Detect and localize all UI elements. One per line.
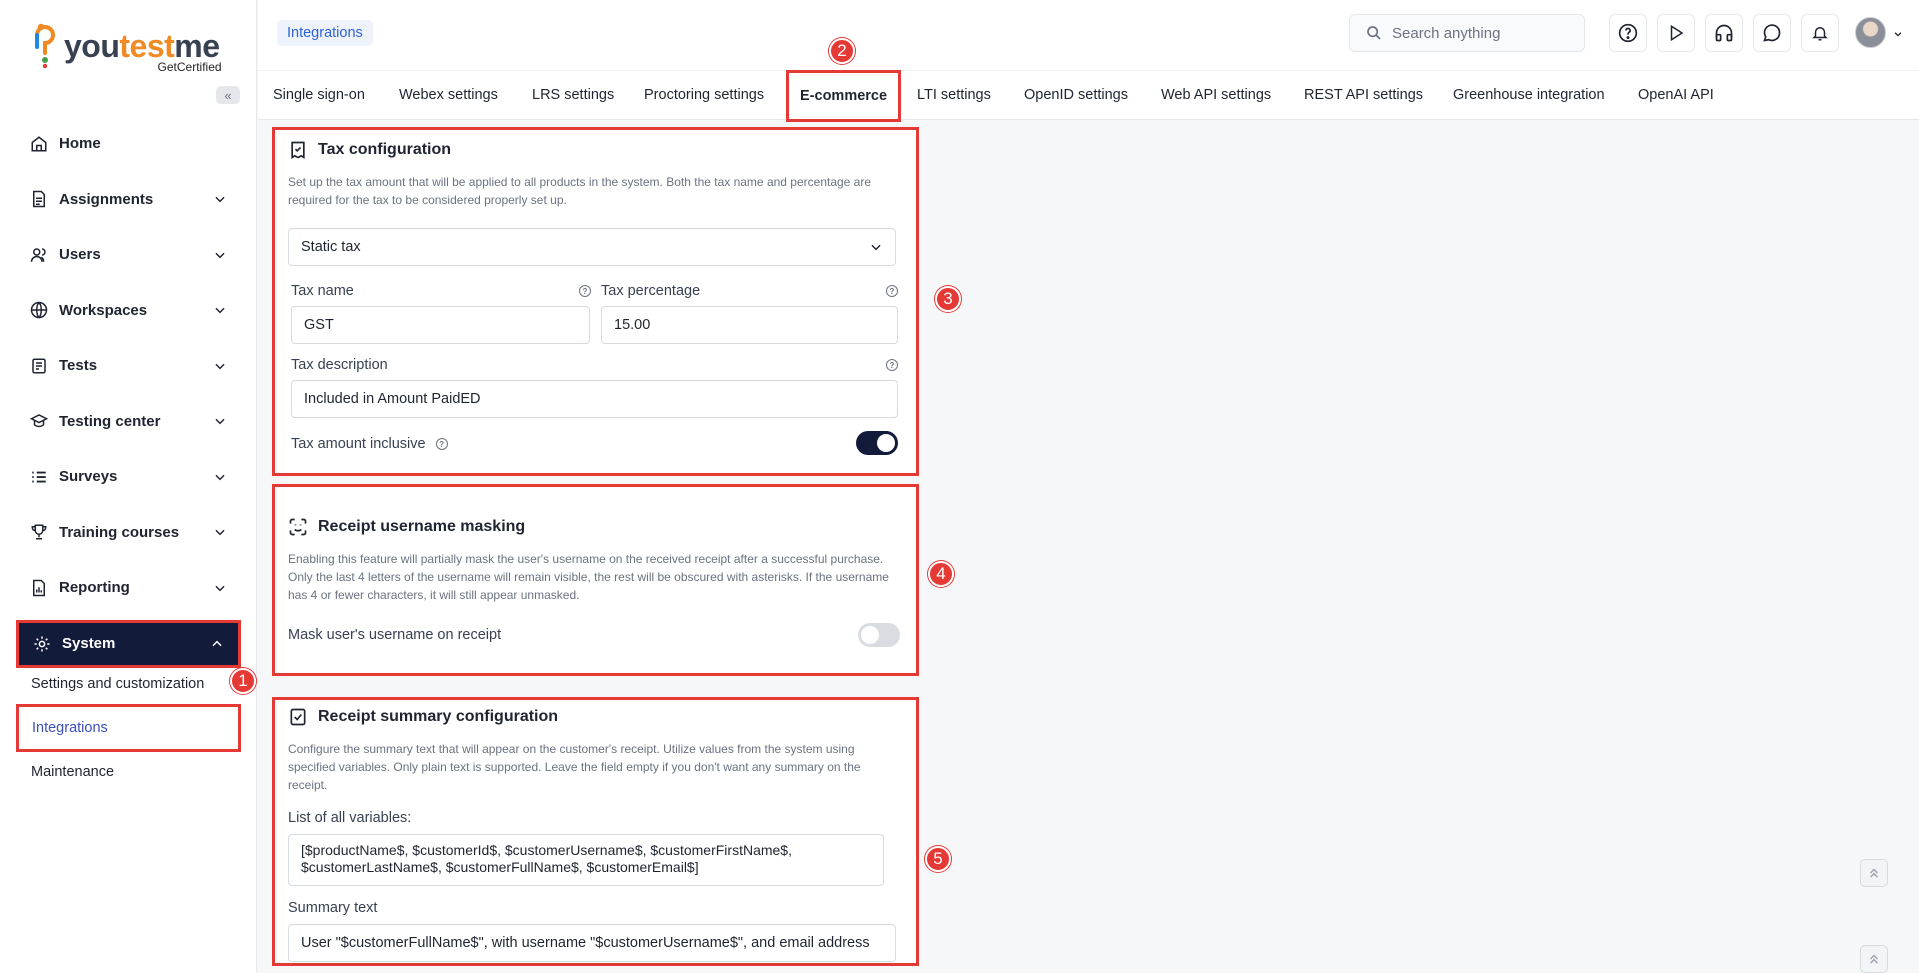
tax-configuration-description: Set up the tax amount that will be applied to all products in the system. Both the tax name and percentage are required for the tax to be considered properly set up. [288, 175, 872, 207]
face-scan-icon [288, 517, 308, 537]
brand-name-part1: you [64, 28, 120, 64]
system-submenu [16, 664, 241, 792]
logo-mark-icon [32, 22, 58, 70]
sidebar-item-label: Reporting [59, 579, 130, 597]
sidebar-item-label: Workspaces [59, 301, 148, 319]
sidebar-item-workspaces[interactable] [16, 283, 241, 339]
tax-configuration-title [288, 140, 903, 160]
chevron-down-icon [869, 240, 883, 254]
help-icon [1618, 23, 1638, 43]
sidebar-item-users[interactable] [16, 227, 241, 283]
tab-greenhouse-integration[interactable]: Greenhouse integration [1453, 87, 1605, 103]
sidebar-item-label: Surveys [59, 468, 118, 486]
mask-username-label: Mask user's username on receipt [288, 627, 502, 643]
integration-tabs [258, 70, 1919, 120]
checkbox-icon [288, 707, 308, 727]
sidebar-item-label: Training courses [59, 523, 180, 541]
sidebar-item-training-courses[interactable] [16, 505, 241, 561]
tax-type-select[interactable] [288, 228, 896, 266]
chevron-up-icon [210, 637, 224, 651]
sidebar-item-reporting[interactable] [16, 560, 241, 616]
breadcrumb[interactable]: Integrations [277, 20, 373, 46]
tax-configuration-card [272, 127, 919, 476]
chevron-down-icon [213, 248, 227, 262]
sidebar-item-label: System [62, 635, 116, 652]
sidebar [0, 0, 257, 973]
home-icon [29, 134, 49, 154]
graduation-cap-icon [29, 411, 49, 431]
card-title-text: Receipt summary configuration [318, 708, 559, 725]
tax-name-label-text: Tax name [291, 283, 354, 299]
tax-inclusive-toggle[interactable] [856, 431, 898, 455]
chevron-down-icon [213, 581, 227, 595]
submenu-integrations[interactable]: Integrations [16, 704, 241, 752]
trophy-icon [29, 522, 49, 542]
tab-lti-settings[interactable]: LTI settings [917, 87, 991, 103]
sidebar-item-tests[interactable] [16, 338, 241, 394]
messages-button[interactable] [1753, 14, 1791, 52]
tab-openai-api[interactable]: OpenAI API [1638, 87, 1714, 103]
tax-name-input[interactable]: GST [291, 306, 590, 344]
chevron-down-icon [213, 359, 227, 373]
summary-text-label: Summary text [288, 900, 378, 916]
sidebar-item-label: Users [59, 246, 101, 264]
tax-description-label-text: Tax description [291, 357, 388, 373]
help-button[interactable] [1609, 14, 1647, 52]
annotation-badge-1: 1 [230, 668, 256, 694]
play-icon [1667, 24, 1685, 42]
tab-webex-settings[interactable]: Webex settings [399, 87, 498, 103]
brand-name [64, 30, 220, 62]
support-button[interactable] [1705, 14, 1743, 52]
tax-description-label [291, 357, 898, 373]
receipt-summary-card [272, 697, 919, 966]
variables-list-box[interactable]: [$productName$, $customerId$, $customerUsername$, $customerFirstName$, $customerLastName$, $customerFullName$, $customerEmail$] [288, 834, 884, 886]
logo[interactable] [32, 22, 222, 74]
bell-icon [1811, 24, 1829, 42]
username-masking-description: Enabling this feature will partially mask the user's username on the received receipt after a successful purchase. Only the last 4 letters of the username will remain visible, the rest will be obscured with asterisks. If the username has 4 or fewer characters, it will still appear unmasked. [288, 552, 889, 602]
info-icon[interactable]: ? [579, 285, 591, 297]
headphones-icon [1714, 23, 1734, 43]
notifications-button[interactable] [1801, 14, 1839, 52]
tab-openid-settings[interactable]: OpenID settings [1024, 87, 1128, 103]
username-masking-card [272, 484, 919, 676]
annotation-badge-5: 5 [925, 846, 951, 872]
annotation-badge-2: 2 [829, 38, 855, 64]
tab-single-sign-on[interactable]: Single sign-on [273, 87, 365, 103]
chevron-down-icon[interactable] [1893, 29, 1903, 39]
scroll-top-button-secondary[interactable] [1860, 945, 1888, 973]
sidebar-item-assignments[interactable] [16, 172, 241, 228]
receipt-check-icon [288, 140, 308, 160]
gear-icon [32, 634, 52, 654]
tab-lrs-settings[interactable]: LRS settings [532, 87, 615, 103]
card-title-text: Tax configuration [318, 141, 452, 158]
tax-inclusive-label [291, 436, 448, 452]
summary-text-input[interactable]: User "$customerFullName$", with username "$customerUsername$", and email address [288, 924, 896, 962]
receipt-summary-title [288, 707, 903, 727]
sidebar-item-label: Testing center [59, 412, 161, 430]
chevron-down-icon [213, 303, 227, 317]
info-icon[interactable]: ? [436, 438, 448, 450]
search-placeholder: Search anything [1392, 24, 1501, 42]
top-bar [258, 0, 1919, 70]
brand-subtitle: GetCertified [157, 60, 222, 74]
sidebar-nav [16, 116, 241, 668]
username-masking-title [288, 517, 903, 537]
brand-name-part3: me [174, 28, 220, 64]
search-icon [1366, 25, 1382, 41]
double-chevron-up-icon [1867, 952, 1881, 966]
avatar[interactable] [1855, 17, 1886, 48]
users-icon [29, 245, 49, 265]
report-icon [29, 578, 49, 598]
info-icon[interactable]: ? [886, 285, 898, 297]
mask-username-toggle[interactable] [858, 623, 900, 647]
tab-rest-api-settings[interactable]: REST API settings [1304, 87, 1424, 103]
sidebar-item-label: Tests [59, 357, 98, 375]
tax-percentage-label-text: Tax percentage [601, 283, 701, 299]
double-chevron-up-icon [1867, 866, 1881, 880]
chevron-down-icon [213, 192, 227, 206]
sidebar-item-label: Home [59, 135, 101, 153]
play-tutorial-button[interactable] [1657, 14, 1695, 52]
chevron-down-icon [213, 470, 227, 484]
tab-e-commerce[interactable]: E-commerce [786, 70, 901, 122]
sidebar-item-system[interactable] [16, 620, 241, 668]
tax-percentage-label [601, 283, 898, 299]
chevron-down-icon [213, 525, 227, 539]
tax-name-label [291, 283, 591, 299]
sidebar-item-label: Assignments [59, 190, 154, 208]
collapse-sidebar-button[interactable]: « [216, 86, 240, 104]
search-input[interactable] [1349, 14, 1585, 52]
card-title-text: Receipt username masking [318, 518, 526, 535]
tax-type-value: Static tax [301, 239, 361, 255]
variables-label: List of all variables: [288, 810, 412, 826]
brand-name-part2: test [119, 28, 175, 64]
scroll-top-button[interactable] [1860, 859, 1888, 887]
sidebar-item-testing-center[interactable] [16, 394, 241, 450]
globe-icon [29, 300, 49, 320]
chat-icon [1762, 23, 1782, 43]
sidebar-item-surveys[interactable] [16, 449, 241, 505]
tax-percentage-input[interactable]: 15.00 [601, 306, 898, 344]
receipt-summary-description: Configure the summary text that will appear on the customer's receipt. Utilize values from the system using specified variables. Only plain text is supported. Leave the field empty if you don't want any summary on the receipt. [288, 742, 861, 792]
tab-proctoring-settings[interactable]: Proctoring settings [644, 87, 765, 103]
submenu-maintenance[interactable]: Maintenance [31, 764, 115, 780]
test-icon [29, 356, 49, 376]
chevron-down-icon [213, 414, 227, 428]
tax-description-input[interactable]: Included in Amount PaidED [291, 380, 898, 418]
list-icon [29, 467, 49, 487]
annotation-badge-3: 3 [935, 286, 961, 312]
info-icon[interactable]: ? [886, 359, 898, 371]
tax-inclusive-label-text: Tax amount inclusive [291, 436, 426, 452]
document-icon [29, 189, 49, 209]
tab-web-api-settings[interactable]: Web API settings [1161, 87, 1272, 103]
sidebar-item-home[interactable] [16, 116, 241, 172]
submenu-settings-and-customization[interactable]: Settings and customization [31, 676, 205, 692]
annotation-badge-4: 4 [928, 561, 954, 587]
